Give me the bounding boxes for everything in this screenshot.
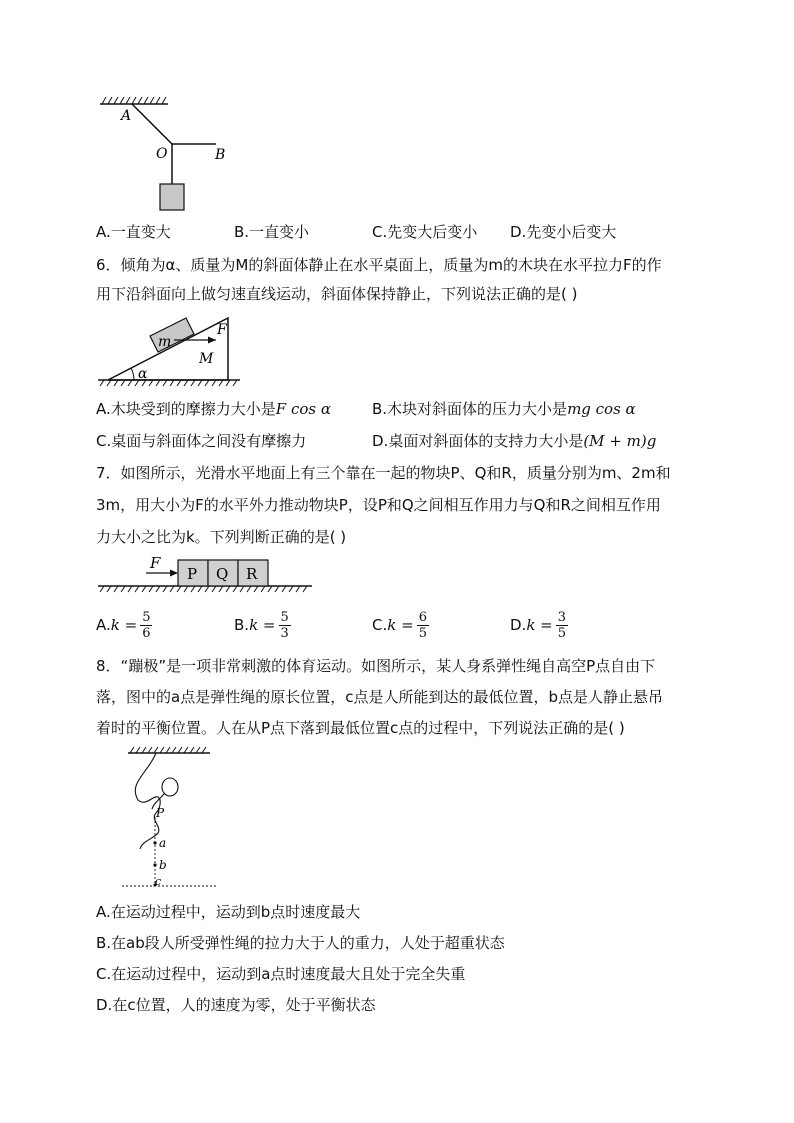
fig5-label-o: O xyxy=(156,146,168,162)
q6-option-b-expr: mg cos α xyxy=(567,400,636,418)
q7-option-c-den: 5 xyxy=(418,626,427,641)
fig7-label-f: F xyxy=(150,554,161,572)
fig8-label-a: a xyxy=(159,836,167,850)
q7-option-b xyxy=(234,608,291,642)
q7-option-c-k: k = xyxy=(387,616,414,634)
q8-stem-line1: 8．“蹦极”是一项非常刺激的体育运动。如图所示，某人身系弹性绳自高空P点自由下 xyxy=(96,657,656,675)
q6-option-d xyxy=(372,431,656,451)
q8-option-a: A.在运动过程中，运动到b点时速度最大 xyxy=(96,903,361,921)
q7-stem-line1: 7．如图所示，光滑水平地面上有三个靠在一起的物块P、Q和R，质量分别为m、2m和 xyxy=(96,464,671,482)
q7-option-b-den: 3 xyxy=(280,626,289,641)
q6-option-c: C.桌面与斜面体之间没有摩擦力 xyxy=(96,432,307,450)
q8-option-c: C.在运动过程中，运动到a点时速度最大且处于完全失重 xyxy=(96,965,466,983)
q7-stem-line2: 3m，用大小为F的水平外力推动物块P，设P和Q之间相互作用力与Q和R之间相互作用 xyxy=(96,496,661,514)
fig6-label-big-m: M xyxy=(199,351,214,367)
q7-stem-line3: 力大小之比为k。下列判断正确的是( ) xyxy=(96,528,347,546)
fig6-label-f: F xyxy=(217,322,227,338)
q8-option-b: B.在ab段人所受弹性绳的拉力大于人的重力，人处于超重状态 xyxy=(96,934,505,952)
figure-q5-hanging-weight xyxy=(94,92,244,217)
fig6-label-alpha: α xyxy=(138,366,148,382)
q6-option-b-text: B.木块对斜面体的压力大小是 xyxy=(372,400,568,418)
fig7-label-r: R xyxy=(246,565,258,583)
fig5-label-b: B xyxy=(215,147,226,163)
q6-option-a-expr: F cos α xyxy=(275,400,331,418)
q7-option-a-k: k = xyxy=(110,616,138,634)
q7-option-d-num: 3 xyxy=(557,610,567,625)
q7-option-c-label: C. xyxy=(372,616,388,634)
q6-stem-line2: 用下沿斜面向上做匀速直线运动，斜面体保持静止，下列说法正确的是( ) xyxy=(96,285,578,303)
figure-q8-bungee xyxy=(118,745,218,893)
q7-option-c-num: 6 xyxy=(418,610,427,625)
q7-option-c xyxy=(372,608,429,642)
q7-option-a-num: 5 xyxy=(142,610,151,625)
fig5-label-a: A xyxy=(121,108,132,124)
q5-option-c: C.先变大后变小 xyxy=(372,223,478,241)
q6-option-a-text: A.木块受到的摩擦力大小是 xyxy=(96,400,276,418)
q7-option-d-label: D. xyxy=(510,616,527,634)
q5-option-a: A.一直变大 xyxy=(96,223,171,241)
fig8-label-b: b xyxy=(159,858,167,872)
q6-option-b xyxy=(372,399,636,419)
q7-option-b-label: B. xyxy=(234,616,250,634)
q7-option-b-num: 5 xyxy=(280,610,289,625)
fig6-label-m: m xyxy=(158,334,172,350)
q6-option-a xyxy=(96,399,331,419)
fig8-label-p: P xyxy=(156,806,165,820)
fig7-label-p: P xyxy=(187,565,198,583)
q7-option-a-label: A. xyxy=(96,616,111,634)
fig8-label-c: c xyxy=(155,875,162,888)
q7-option-a-den: 6 xyxy=(142,626,151,641)
q5-option-b: B.一直变小 xyxy=(234,223,310,241)
figure-q6-incline xyxy=(94,312,244,388)
q7-option-d-den: 5 xyxy=(557,626,567,641)
q7-option-d xyxy=(510,608,568,642)
q7-option-d-k: k = xyxy=(526,616,553,634)
q5-option-d: D.先变小后变大 xyxy=(510,223,617,241)
q7-option-a xyxy=(96,608,152,642)
q8-stem-line3: 着时的平衡位置。人在从P点下落到最低位置c点的过程中，下列说法正确的是( ) xyxy=(96,719,625,737)
q6-stem-line1: 6．倾角为α、质量为M的斜面体静止在水平桌面上，质量为m的木块在水平拉力F的作 xyxy=(96,256,662,274)
figure-q7-blocks xyxy=(94,554,316,596)
fig7-label-q: Q xyxy=(216,565,229,583)
q6-option-d-expr: (M + m)g xyxy=(583,432,657,450)
q8-option-d: D.在c位置，人的速度为零，处于平衡状态 xyxy=(96,996,376,1014)
q6-option-d-text: D.桌面对斜面体的支持力大小是 xyxy=(372,432,584,450)
q7-option-b-k: k = xyxy=(249,616,276,634)
q8-stem-line2: 落，图中的a点是弹性绳的原长位置，c点是人所能到达的最低位置，b点是人静止悬吊 xyxy=(96,688,663,706)
